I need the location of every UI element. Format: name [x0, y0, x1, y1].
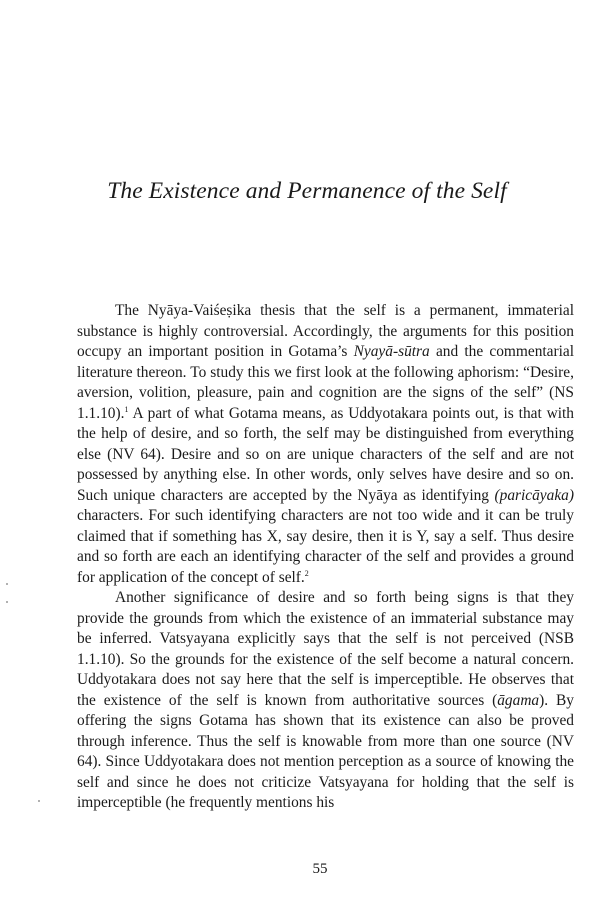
scan-speck — [38, 800, 40, 802]
footnote-marker: 2 — [304, 568, 309, 578]
page-number: 55 — [312, 861, 328, 877]
text-run: A part of what Gotama means, as Uddyotakara points out, is that with the help of desire, and so forth, the self may be distinguished from everything else (NV 64). Desire and so on are unique characters of the self and are not possessed by anything else. In other words, only selves have desire and so on. Such unique characters are accepted by the Nyāya as identifying — [77, 404, 574, 504]
italic-term: (paricāyaka) — [494, 486, 574, 504]
text-run: characters. For such identifying characters are not too wide and it can be truly claimed that if something has X, say desire, then it is Y, say a self. Thus desire and so forth are each an identifying character of the self and provides a ground for application of the concept of self. — [77, 507, 574, 586]
text-run: Another significance of desire and so forth being signs is that they provide the grounds from which the existence of an immaterial substance may be inferred. Vatsyayana explicitly says that the self is not perceived (NSB 1.1.10). So the grounds for the existence of the self become a natural concern. Uddyotakara does not say here that the self is imperceptible. He observes that the existence of the self is known from authoritative sources ( — [77, 589, 574, 709]
text-run: and the commentarial literature thereon. To study this we first look at the following aphorism: “Desire, aversion, volition, pleasure, pain and cognition are the signs of the self” (NS 1.1.10). — [77, 343, 575, 422]
italic-term: āgama — [497, 691, 540, 709]
scan-speck — [6, 583, 8, 585]
text-run: The Nyāya-Vaiśeṣika thesis that the self is a permanent, immaterial substance is highly controversial. Accordingly, the arguments for this position occupy an important position in Gotama’s — [77, 302, 574, 360]
footnote-marker: 1 — [124, 404, 129, 414]
italic-term: Nyayā-sūtra — [353, 343, 430, 360]
chapter-title: The Existence and Permanence of the Self — [107, 178, 507, 204]
paragraph-1 — [77, 301, 574, 588]
scan-speck — [6, 601, 8, 603]
body-text — [77, 301, 574, 814]
paragraph-2 — [77, 588, 574, 814]
text-run: ). By offering the signs Gotama has shown that its existence can also be proved through inference. Thus the self is knowable from more than one source (NV 64). Since Uddyotakara does not mention perception as a source of knowing the self and since he does not criticize Vatsyayana for holding that the self is imperceptible (he frequently mentions his — [77, 691, 574, 811]
